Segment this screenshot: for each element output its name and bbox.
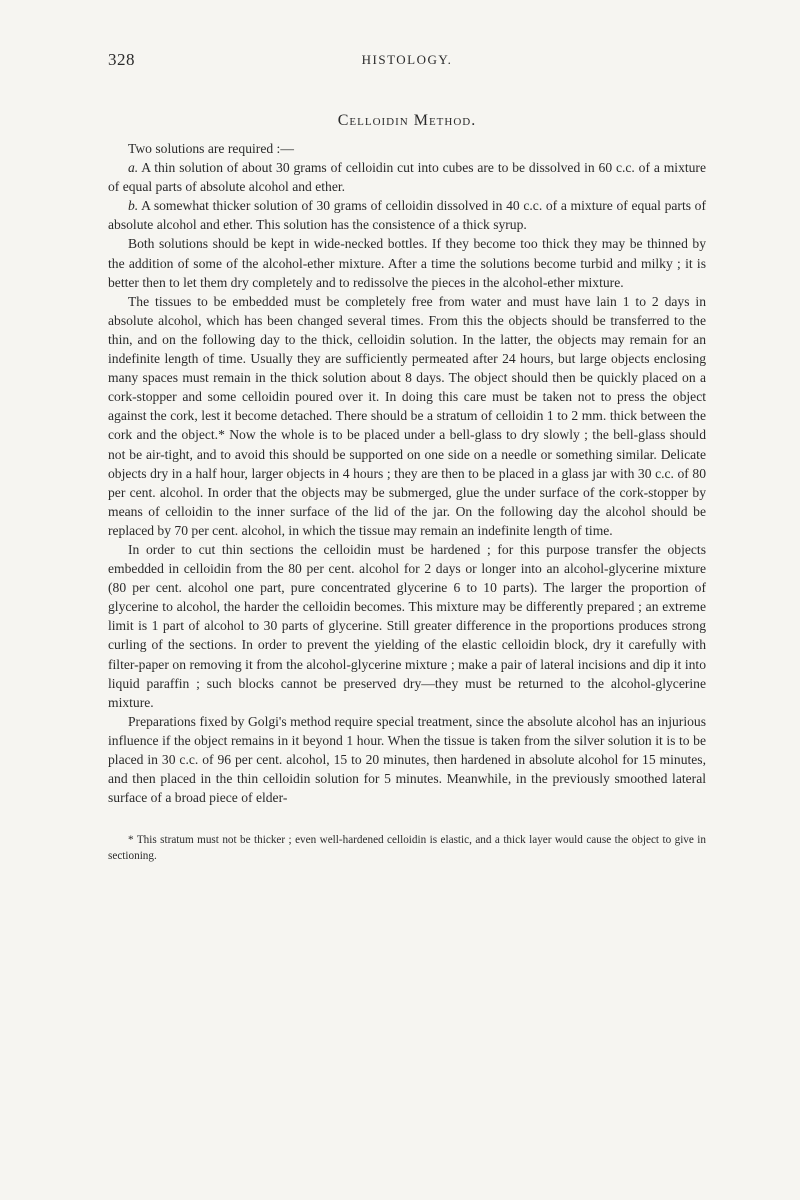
page-number: 328 <box>108 50 135 69</box>
item-letter: a. <box>128 160 139 176</box>
paragraph-golgi: Preparations fixed by Golgi's method require special treatment, since the absolute alcohol has an injurious influence if the object remains in it beyond 1 hour. When the tissue is taken from the silver solution it is to be placed in 30 c.c. of 96 per cent. alcohol, 15 to 20 minutes, then hardened in absolute alcohol for 15 minutes, and then placed in the thin celloidin solution for 5 minutes. Meanwhile, in the previously smoothed lateral surface of a broad piece of elder- <box>108 713 706 806</box>
book-page <box>108 50 706 864</box>
paragraph-hardening: In order to cut thin sections the celloidin must be hardened ; for this purpose transfer the objects embedded in celloidin from the 80 per cent. alcohol for 2 days or longer into an alcohol-glycerine mixture (80 per cent. alcohol one part, pure concentrated glycerine 6 to 10 parts). The larger the proportion of glycerine to alcohol, the harder the celloidin becomes. This mixture may be differently prepared ; an extreme limit is 1 part of alcohol to 30 parts of glycerine. Still greater difference in the proportions produces strong curling of the sections. In order to prevent the yielding of the elastic celloidin block, dry it carefully with filter-paper on removing it from the alcohol-glycerine mixture ; make a pair of lateral incisions and dip it into liquid paraffin ; such blocks cannot be preserved dry—they must be returned to the alcohol-glycerine mixture. <box>108 541 706 710</box>
item-text: A thin solution of about 30 grams of celloidin cut into cubes are to be dissolved in 60 c.c. of a mixture of equal parts of absolute alcohol and ether. <box>108 160 706 195</box>
item-text: A somewhat thicker solution of 30 grams of celloidin dissolved in 40 c.c. of a mixture of equal parts of absolute alcohol and ether. This solution has the consistence of a thick syrup. <box>108 198 706 233</box>
section-title: Celloidin Method. <box>337 112 477 129</box>
running-title: HISTOLOGY. <box>361 52 453 67</box>
paragraph-storage: Both solutions should be kept in wide-necked bottles. If they become too thick they may be thinned by the addition of some of the alcohol-ether mixture. After a time the solutions become turbid and milky ; it is better then to let them dry completely and to redissolve the pieces in the alcohol-ether mixture. <box>108 236 706 290</box>
list-item-b <box>108 196 706 234</box>
footnote: * This stratum must not be thicker ; even well-hardened celloidin is elastic, and a thick layer would cause the object to give in sectioning. <box>108 834 706 862</box>
intro-paragraph: Two solutions are required :— <box>128 141 294 156</box>
item-letter: b. <box>128 198 139 214</box>
body-text <box>108 139 706 807</box>
running-head <box>108 50 706 74</box>
paragraph-embedding: The tissues to be embedded must be completely free from water and must have lain 1 to 2 days in absolute alcohol, which has been changed several times. From this the objects should be transferred to the thin, and on the following day to the thick, celloidin solution. In the latter, the objects may remain for an indefinite length of time. Usually they are sufficiently permeated after 24 hours, but large objects enclosing many spaces must remain in the thick solution about 8 days. The object should then be quickly placed on a cork-stopper and some celloidin poured over it. In doing this care must be taken not to press the object against the cork, lest it become detached. There should be a stratum of celloidin 1 to 2 mm. thick between the cork and the object.* Now the whole is to be placed under a bell-glass to dry slowly ; the bell-glass should not be air-tight, and to avoid this should be supported on one side on a needle or something similar. Delicate objects dry in a half hour, larger objects in 4 hours ; they are then to be placed in a glass jar with 30 c.c. of 80 per cent. alcohol. In order that the objects may be submerged, glue the under surface of the cork-stopper by means of celloidin to the inner surface of the lid of the jar. On the following day the alcohol should be replaced by 70 per cent. alcohol, in which the tissue may remain an indefinite length of time. <box>108 293 706 538</box>
list-item-a <box>108 158 706 196</box>
